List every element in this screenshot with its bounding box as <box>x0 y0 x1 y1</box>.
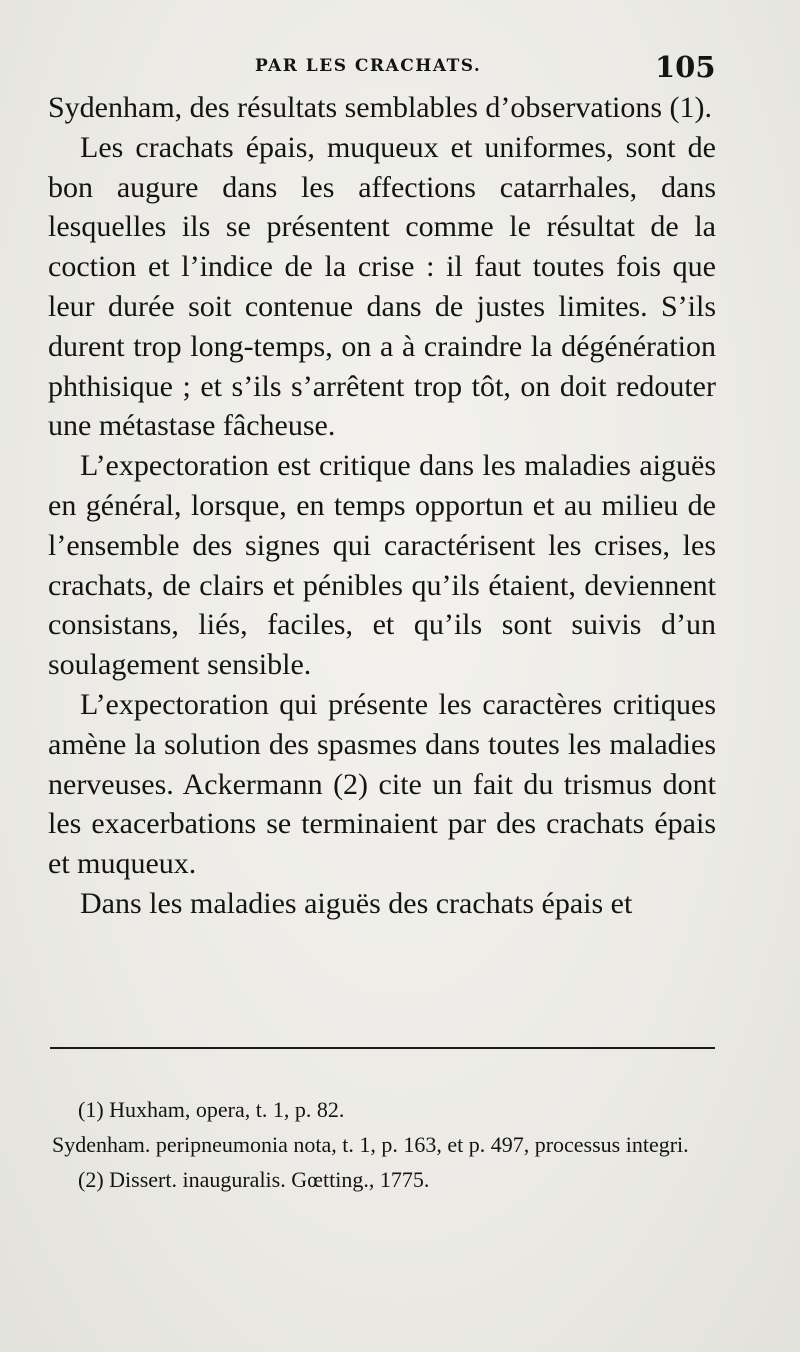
paragraph: Les crachats épais, muqueux et uniformes, sont de bon augure dans les affections catarrhales, dans lesquelles ils se présentent comme le résultat de la coction et l’indice de la crise : il faut toutes fois que leur durée soit contenue dans de justes limites. S’ils durent trop long-temps, on a à craindre la dégénération phthisique ; et s’ils s’arrêtent trop tôt, on doit redouter une métastase fâcheuse. <box>48 130 716 443</box>
footnote-rule <box>50 1047 715 1049</box>
paragraph: Dans les maladies aiguës des crachats épais et <box>80 886 633 920</box>
running-head: PAR LES CRACHATS. <box>255 56 482 76</box>
footnote: Sydenham. peripneumonia nota, t. 1, p. 163, et p. 497, processus integri. <box>52 1132 689 1157</box>
paragraph: L’expectoration est critique dans les maladies aiguës en général, lorsque, en temps opportun et au milieu de l’ensemble des signes qui caractérisent les crises, les crachats, de clairs et pénibles qu’ils étaient, deviennent consistans, liés, faciles, et qu’ils sont suivis d’un soulagement sensible. <box>48 449 716 682</box>
paragraph: L’expectoration qui présente les caractères critiques amène la solution des spasmes dans toutes les maladies nerveuses. Ackermann (2) cite un fait du trismus dont les exacerbations se terminaient par des crachats épais et muqueux. <box>48 687 716 881</box>
footnotes <box>52 1092 716 1197</box>
body-text <box>48 88 716 924</box>
page-number: 105 <box>655 50 716 84</box>
footnote: (2) Dissert. inauguralis. Gœtting., 1775. <box>78 1167 430 1192</box>
paragraph-continuation: Sydenham, des résultats semblables d’observations (1). <box>48 91 713 124</box>
footnote: (1) Huxham, opera, t. 1, p. 82. <box>78 1097 345 1122</box>
